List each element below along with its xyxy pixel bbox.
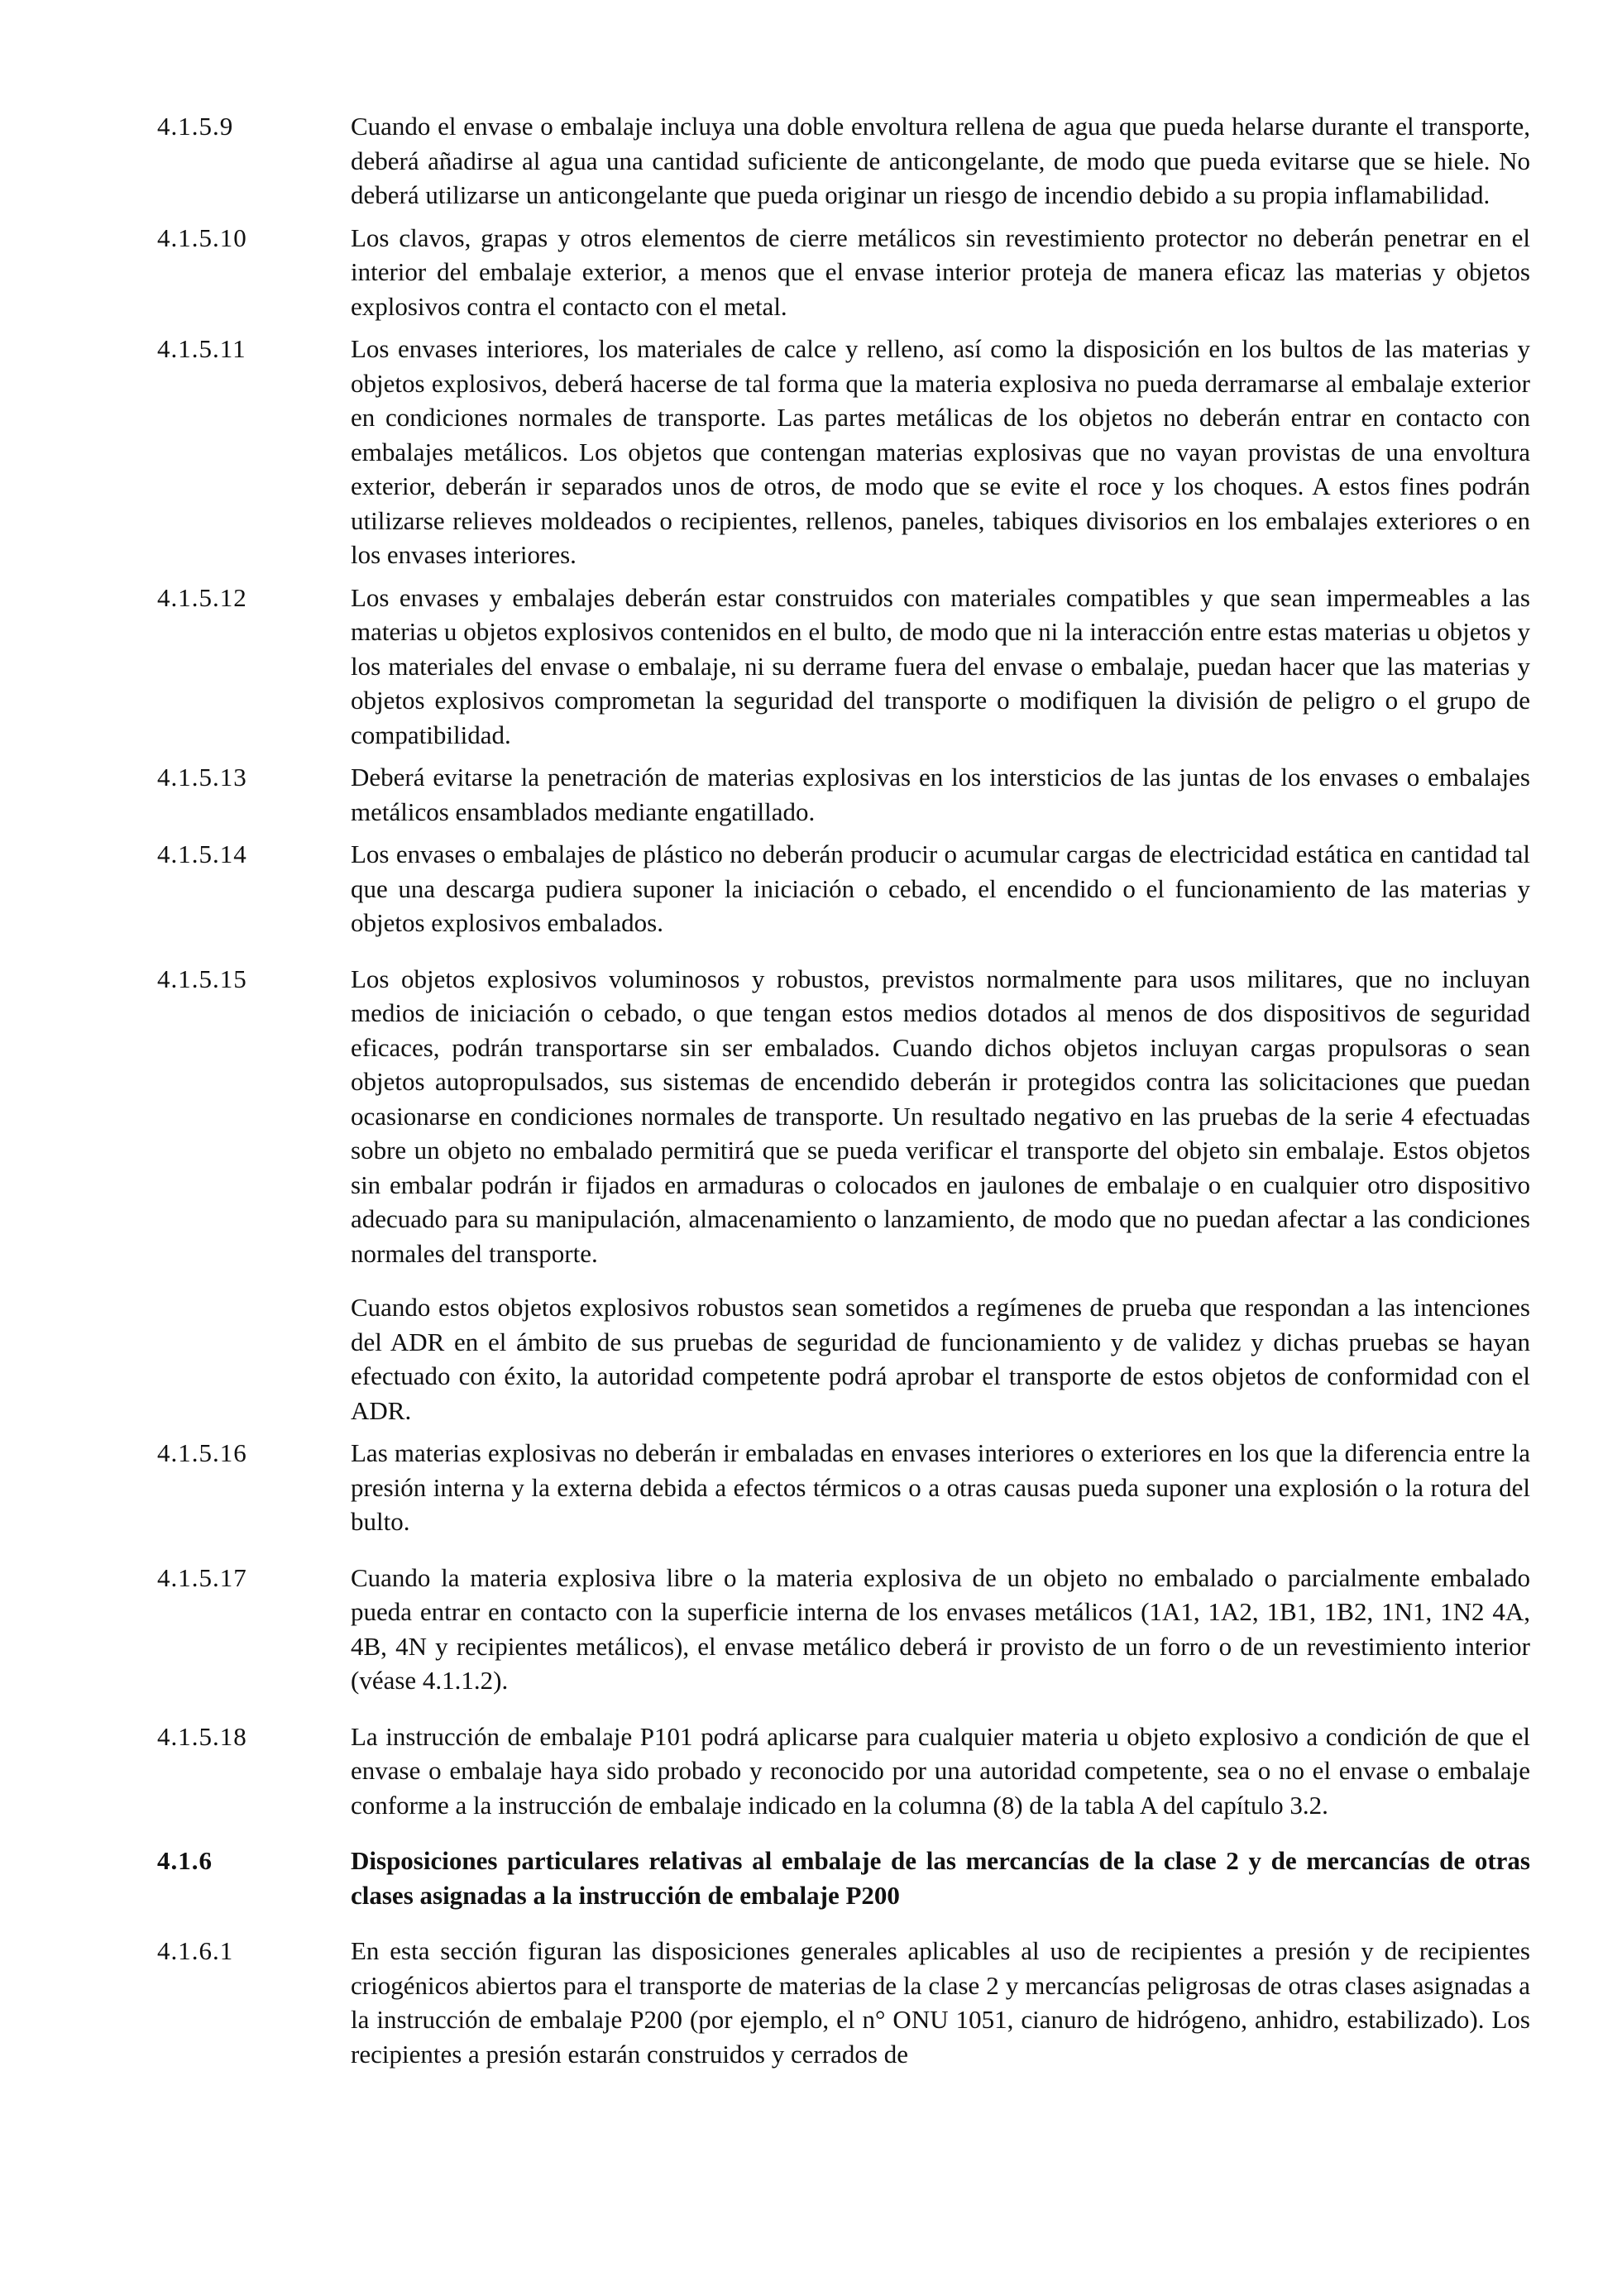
section-4-1-5-12 [157,581,1530,753]
section-number: 4.1.5.18 [157,1721,247,1751]
section-body [351,1436,1530,1539]
section-4-1-5-16 [157,1436,1530,1539]
section-body [351,332,1530,572]
section-paragraph: Los objetos explosivos voluminosos y robustos, previstos normalmente para usos militares, que no incluyan medios de iniciación o cebado, o que tengan estos medios dotados al menos de dos dispositivos de seguridad eficaces, podrán transportarse sin ser embalados. Cuando dichos objetos incluyan cargas propulsoras o sean objetos autopropulsados, sus sistemas de encendido deberán ir protegidos contra las solicitaciones que puedan ocasionarse en condiciones normales de transporte. Un resultado negativo en las pruebas de la serie 4 efectuadas sobre un objeto no embalado permitirá que se pueda verificar el transporte del objeto sin embalaje. Estos objetos sin embalar podrán ir fijados en armaduras o colocados en jaulones de embalaje o en cualquier otro dispositivo adecuado para su manipulación, almacenamiento o lanzamiento, de modo que no puedan afectar a las condiciones normales del transporte. [351,964,1530,1268]
section-number: 4.1.5.14 [157,839,247,868]
section-body [351,837,1530,940]
section-body [351,581,1530,753]
section-heading: Disposiciones particulares relativas al embalaje de las mercancías de la clase 2 y de mercancías de otras clases asignadas a la instrucción de embalaje P200 [351,1846,1530,1910]
section-paragraph: Cuando estos objetos explosivos robustos sean sometidos a regímenes de prueba que respondan a las intenciones del ADR en el ámbito de sus pruebas de seguridad de funcionamiento y de validez y dichas pruebas se hayan efectuado con éxito, la autoridad competente podrá aprobar el transporte de estos objetos de conformidad con el ADR. [351,1293,1530,1425]
document-page [157,109,1530,2079]
section-body [351,1934,1530,2071]
section-4-1-5-9 [157,109,1530,213]
section-4-1-5-11 [157,332,1530,572]
section-paragraph: Los envases interiores, los materiales de calce y relleno, así como la disposición en los bultos de las materias y objetos explosivos, deberá hacerse de tal forma que la materia explosiva no pueda derramarse al embalaje exterior en condiciones normales de transporte. Las partes metálicas de los objetos no deberán entrar en contacto con embalajes metálicos. Los objetos que contengan materias explosivas que no vayan provistas de una envoltura exterior, deberán ir separados unos de otros, de modo que se evite el roce y los choques. A estos fines podrán utilizarse relieves moldeados o recipientes, rellenos, paneles, tabiques divisorios en los embalajes exteriores o en los envases interiores. [351,334,1530,569]
section-4-1-6-1 [157,1934,1530,2071]
section-4-1-6-heading [157,1844,1530,1912]
section-body [351,760,1530,829]
section-number: 4.1.5.11 [157,334,246,363]
section-paragraph: Cuando la materia explosiva libre o la materia explosiva de un objeto no embalado o parcialmente embalado pueda entrar en contacto con la superficie interna de los envases metálicos (1A1, 1A2, 1B1, 1B2, 1N1, 1N2 4A, 4B, 4N y recipientes metálicos), el envase metálico deberá ir provisto de un forro o de un revestimiento interior (véase 4.1.1.2). [351,1562,1530,1695]
section-paragraph: Los envases y embalajes deberán estar construidos con materiales compatibles y que sean impermeables a las materias u objetos explosivos contenidos en el bulto, de modo que ni la interacción entre estas materias u objetos y los materiales del envase o embalaje, ni su derrame fuera del envase o embalaje, puedan hacer que las materias y objetos explosivos comprometan la seguridad del transporte o modifiquen la división de peligro o el grupo de compatibilidad. [351,582,1530,749]
section-4-1-5-14 [157,837,1530,940]
section-4-1-5-10 [157,221,1530,324]
section-number: 4.1.5.9 [157,112,234,141]
section-number: 4.1.5.15 [157,964,247,993]
section-number: 4.1.6 [157,1846,213,1875]
section-paragraph: En esta sección figuran las disposiciones generales aplicables al uso de recipientes a presión y de recipientes criogénicos abiertos para el transporte de materias de la clase 2 y mercancías peligrosas de otras clases asignadas a la instrucción de embalaje P200 (por ejemplo, el n° ONU 1051, cianuro de hidrógeno, anhidro, estabilizado). Los recipientes a presión estarán construidos y cerrados de [351,1936,1530,2069]
section-paragraph: Las materias explosivas no deberán ir embaladas en envases interiores o exteriores en los que la diferencia entre la presión interna y la externa debida a efectos térmicos o a otras causas pueda suponer una explosión o la rotura del bulto. [351,1438,1530,1536]
section-4-1-5-15 [157,962,1530,1428]
section-body [351,1720,1530,1823]
section-number: 4.1.5.10 [157,222,247,252]
section-paragraph: Los envases o embalajes de plástico no deberán producir o acumular cargas de electricidad estática en cantidad tal que una descarga pudiera suponer la iniciación o cebado, el encendido o el funcionamiento de las materias y objetos explosivos embalados. [351,839,1530,937]
section-paragraph: La instrucción de embalaje P101 podrá aplicarse para cualquier materia u objeto explosivo a condición de que el envase o embalaje haya sido probado y reconocido por una autoridad competente, sea o no el envase o embalaje conforme a la instrucción de embalaje indicado en la columna (8) de la tabla A del capítulo 3.2. [351,1721,1530,1820]
section-paragraph: Los clavos, grapas y otros elementos de cierre metálicos sin revestimiento protector no deberán penetrar en el interior del embalaje exterior, a menos que el envase interior proteja de manera eficaz las materias y objetos explosivos contra el contacto con el metal. [351,222,1530,321]
section-body [351,1844,1530,1912]
section-number: 4.1.5.12 [157,582,247,612]
section-body [351,1561,1530,1698]
section-paragraph: Cuando el envase o embalaje incluya una doble envoltura rellena de agua que pueda helarse durante el transporte, deberá añadirse al agua una cantidad suficiente de anticongelante, de modo que pueda evitarse que se hiele. No deberá utilizarse un anticongelante que pueda originar un riesgo de incendio debido a su propia inflamabilidad. [351,112,1530,209]
section-4-1-5-18 [157,1720,1530,1823]
section-body [351,109,1530,213]
section-number: 4.1.5.16 [157,1438,247,1467]
section-number: 4.1.5.17 [157,1562,247,1592]
section-paragraph: Deberá evitarse la penetración de materias explosivas en los intersticios de las juntas de los envases o embalajes metálicos ensamblados mediante engatillado. [351,763,1530,826]
section-body [351,221,1530,324]
section-4-1-5-13 [157,760,1530,829]
section-4-1-5-17 [157,1561,1530,1698]
section-number: 4.1.6.1 [157,1936,234,1965]
section-number: 4.1.5.13 [157,763,247,792]
section-body [351,962,1530,1428]
